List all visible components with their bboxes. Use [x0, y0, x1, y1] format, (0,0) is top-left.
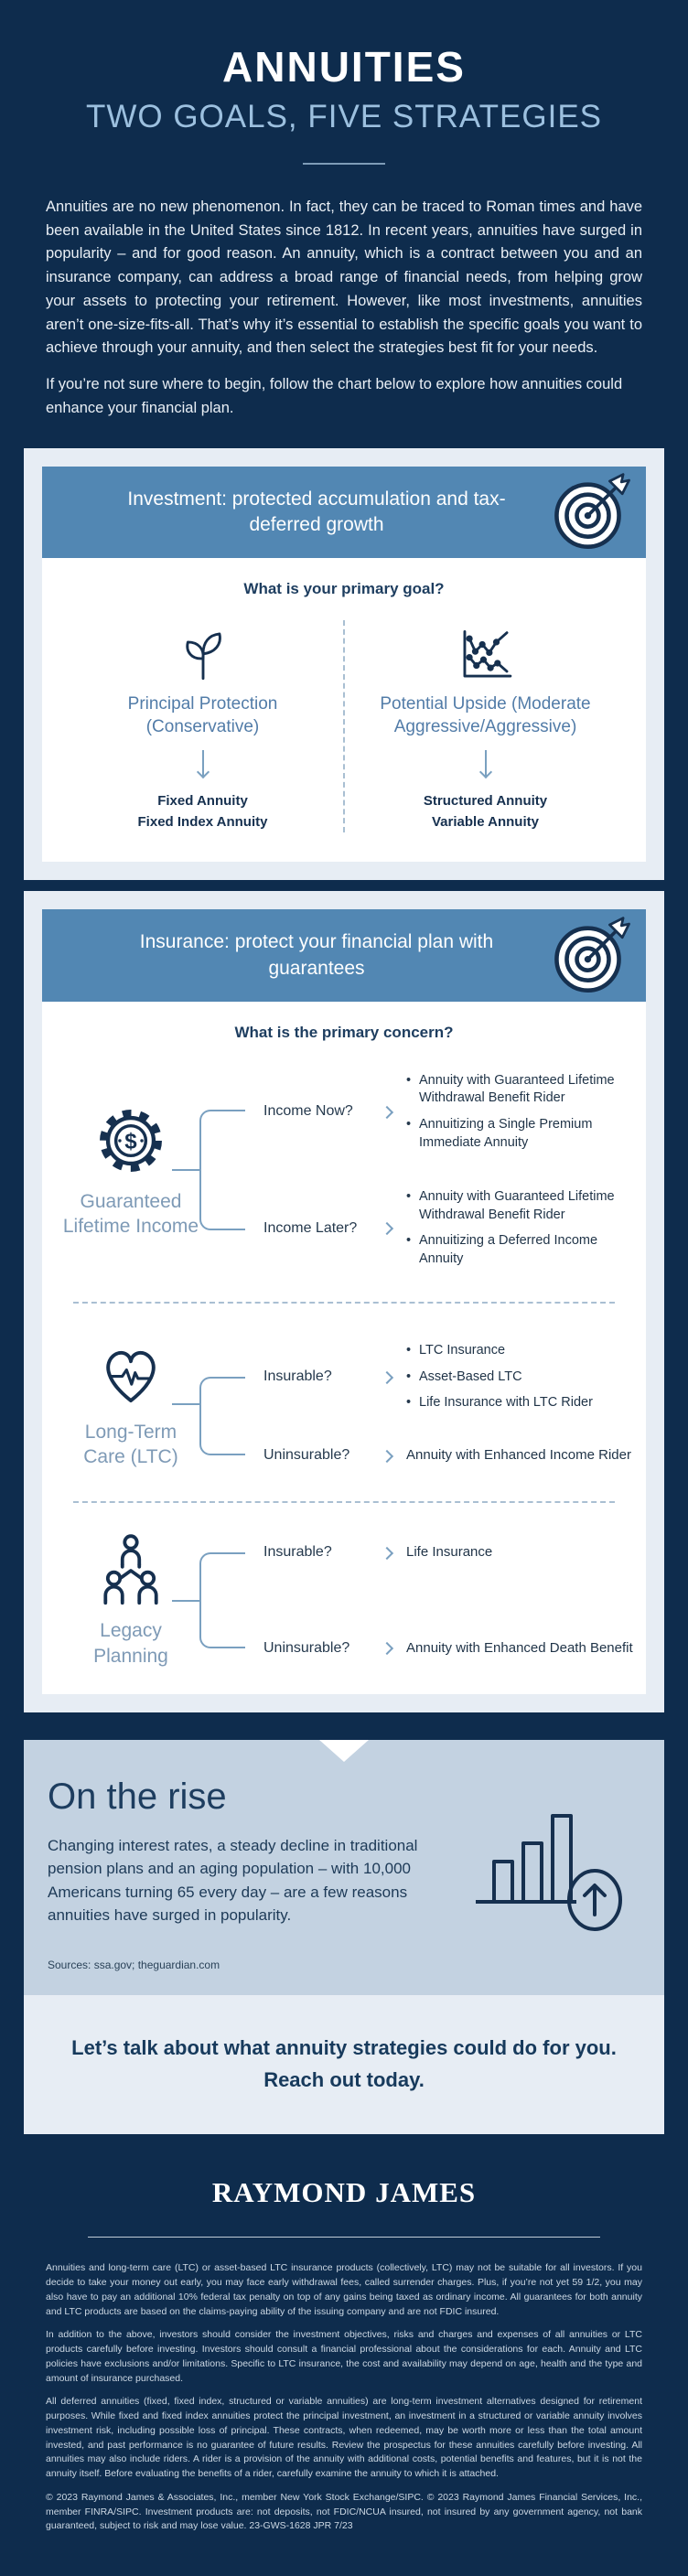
target-icon — [551, 914, 635, 998]
down-arrow-icon — [202, 750, 204, 778]
result-item: • Life Insurance with LTC Rider — [406, 1394, 640, 1412]
result-item: Structured Annuity — [423, 792, 548, 809]
result-item: • Annuity with Guaranteed Lifetime Withdrawal Benefit Rider — [406, 1188, 640, 1224]
sources-note: Sources: ssa.gov; theguardian.com — [48, 1958, 220, 1971]
group-label: Legacy Planning — [93, 1620, 168, 1667]
group-label: Guaranteed Lifetime Income — [62, 1190, 199, 1238]
branch-question: Insurable? — [263, 1368, 332, 1385]
branch-question: Uninsurable? — [263, 1639, 350, 1656]
insurance-question: What is the primary concern? — [234, 1023, 454, 1041]
branch-uninsurable — [253, 1435, 640, 1476]
disclosure-paragraph: © 2023 Raymond James & Associates, Inc., member New York Stock Exchange/SIPC. © 2023 Raymond James Financial Services, Inc., member FINRA/SIPC. Investment products are: not deposits, not FDIC/NCUA insured, not insured by any government agency, not bank guaranteed, subject to risk and may lose value. 23-GWS-1628 JPR 7/23 — [46, 2491, 642, 2532]
branch-insurable — [253, 1532, 640, 1572]
rising-bar-chart-icon — [441, 1776, 664, 1936]
disclosure-paragraph: In addition to the above, investors should consider the investment objectives, risks and charges and expenses of all annuities or LTC products carefully before investing. Investors should consult a financial professional about the considerations for each. Annuity and LTC policies have exclusions and/or limitations. Specific to LTC insurance, the cost and availability may depend on age, health and the type and amount of insurance purchased. — [46, 2329, 642, 2384]
insurance-banner — [42, 909, 646, 1002]
heart-pulse-icon — [93, 1339, 168, 1411]
branch-question: Uninsurable? — [263, 1447, 350, 1464]
horizontal-dashed-divider — [73, 1501, 615, 1503]
cta-line-2: Reach out today. — [263, 2068, 425, 2092]
insurance-card — [24, 891, 664, 1712]
group-long-term-care — [62, 1327, 631, 1477]
on-the-rise-heading: On the rise — [48, 1776, 227, 1817]
result-item: Variable Annuity — [432, 813, 539, 830]
page-title: ANNUITIES — [222, 43, 466, 91]
branch-question: Income Later? — [263, 1219, 358, 1236]
seedling-icon — [70, 620, 336, 684]
result-item: • Asset-Based LTC — [406, 1368, 640, 1387]
intro-paragraph-1: Annuities are no new phenomenon. In fact, they can be traced to Roman times and have been available in the United States since 1812. In recent years, annuities have surged in popularity – and for good reason. An annuity, which is a contract between you and an insurance company, can address a broad range of financial needs, from helping grow your assets to protecting your retirement. However, like most investments, annuities aren’t one-size-fits-all. That’s why it’s essential to establish the specific goals you want to achieve through your annuity, and then select the strategies best fit for your needs. — [46, 199, 642, 357]
raymond-james-logo: RAYMOND JAMES — [211, 2176, 477, 2209]
down-notch — [319, 1740, 369, 1762]
footer-section — [0, 2134, 688, 2576]
insurance-card-body — [42, 1002, 646, 1694]
investment-question: What is your primary goal? — [243, 580, 445, 598]
branch-question: Insurable? — [263, 1544, 332, 1561]
cta-section — [24, 1995, 664, 2134]
branch-income-now — [253, 1064, 640, 1160]
investment-banner-title: Investment: protected accumulation and tax-deferred growth — [127, 488, 506, 535]
result-item: • Annuitizing a Single Premium Immediate Annuity — [406, 1116, 640, 1152]
option-results — [70, 790, 336, 833]
investment-card — [24, 448, 664, 881]
target-icon — [551, 470, 635, 554]
investment-card-body — [42, 558, 646, 862]
branch-income-later — [253, 1180, 640, 1276]
down-arrow-icon — [485, 750, 487, 778]
investment-banner — [42, 467, 646, 559]
hero-section — [0, 0, 688, 448]
disclosure-paragraph: All deferred annuities (fixed, fixed index, structured or variable annuities) are long-term investment alternatives designed for retirement purposes. While fixed and fixed index annuities protect the principal investment, an investment in a structured or variable annuity involves investment risk, including possible loss of principal. These contracts, when redeemed, may be worth more or less than the total amount invested, and past performance is no guarantee of future results. Review the prospectus for these annuities carefully before investing. All annuities may also include riders. A rider is a provision of the annuity with additional costs, potential benefits and features, but it is not the annuity itself. Before evaluating the benefits of a rider, carefully examine the annuity to which it is attached. — [46, 2396, 642, 2480]
page-subtitle: TWO GOALS, FIVE STRATEGIES — [85, 99, 603, 134]
cta-line-1: Let’s talk about what annuity strategies could do for you. — [71, 2035, 617, 2059]
branch-bracket — [199, 1333, 253, 1476]
horizontal-dashed-divider — [73, 1302, 615, 1304]
option-label: Principal Protection (Conservative) — [127, 694, 278, 736]
option-label: Potential Upside (Moderate Aggressive/Aggressive) — [380, 694, 591, 736]
group-legacy-planning — [62, 1527, 633, 1670]
result-item: Fixed Index Annuity — [137, 813, 268, 830]
branch-insurable — [253, 1333, 640, 1421]
disclosure-paragraph: Annuities and long-term care (LTC) or asset-based LTC insurance products (collectively, LTC) may not be suitable for all investors. If you decide to take your money out early, you may face early withdrawal fees, called surrender charges. Plus, if you’re not yet 59 1/2, you may also have to pay an additional 10% federal tax penalty on top of any gains being taxed as ordinary income. All guarantees for both annuity and LTC products are based on the claims-paying ability of the issuing company and are not FDIC insured. — [46, 2262, 642, 2317]
result-item: • LTC Insurance — [406, 1342, 640, 1360]
disclosures — [46, 2261, 642, 2534]
branch-bracket — [199, 1532, 253, 1669]
insurance-banner-title: Insurance: protect your financial plan with guarantees — [139, 931, 494, 979]
branch-uninsurable — [253, 1628, 640, 1669]
on-the-rise-section — [24, 1740, 664, 1995]
footer-divider — [88, 2237, 600, 2238]
option-results — [352, 790, 618, 833]
option-potential-upside — [345, 615, 626, 838]
on-the-rise-body: Changing interest rates, a steady decline in traditional pension plans and an aging population – with 10,000 Americans turning 65 every day – are a few reasons annuities have surged in popularity. — [48, 1836, 418, 1925]
result-item: • Annuity with Guaranteed Lifetime Withdrawal Benefit Rider — [406, 1072, 640, 1108]
title-divider — [303, 163, 385, 165]
result-item: Fixed Annuity — [157, 792, 248, 809]
line-chart-icon — [352, 620, 618, 684]
result-item: • Annuitizing a Deferred Income Annuity — [406, 1232, 640, 1268]
intro-paragraph-2: If you’re not sure where to begin, follow the chart below to explore how annuities could enhance your financial plan. — [46, 376, 623, 416]
result-item: Annuity with Enhanced Income Rider — [406, 1447, 631, 1464]
gear-dollar-icon — [91, 1101, 170, 1180]
svg-text:$: $ — [124, 1129, 137, 1154]
branch-question: Income Now? — [263, 1103, 353, 1120]
group-label: Long-Term Care (LTC) — [83, 1422, 178, 1468]
branch-bracket — [199, 1064, 253, 1277]
result-item: Annuity with Enhanced Death Benefit — [406, 1639, 633, 1656]
result-item: Life Insurance — [406, 1544, 493, 1561]
option-principal-protection — [62, 615, 343, 838]
group-guaranteed-lifetime-income — [62, 1058, 626, 1279]
family-icon — [91, 1532, 171, 1609]
